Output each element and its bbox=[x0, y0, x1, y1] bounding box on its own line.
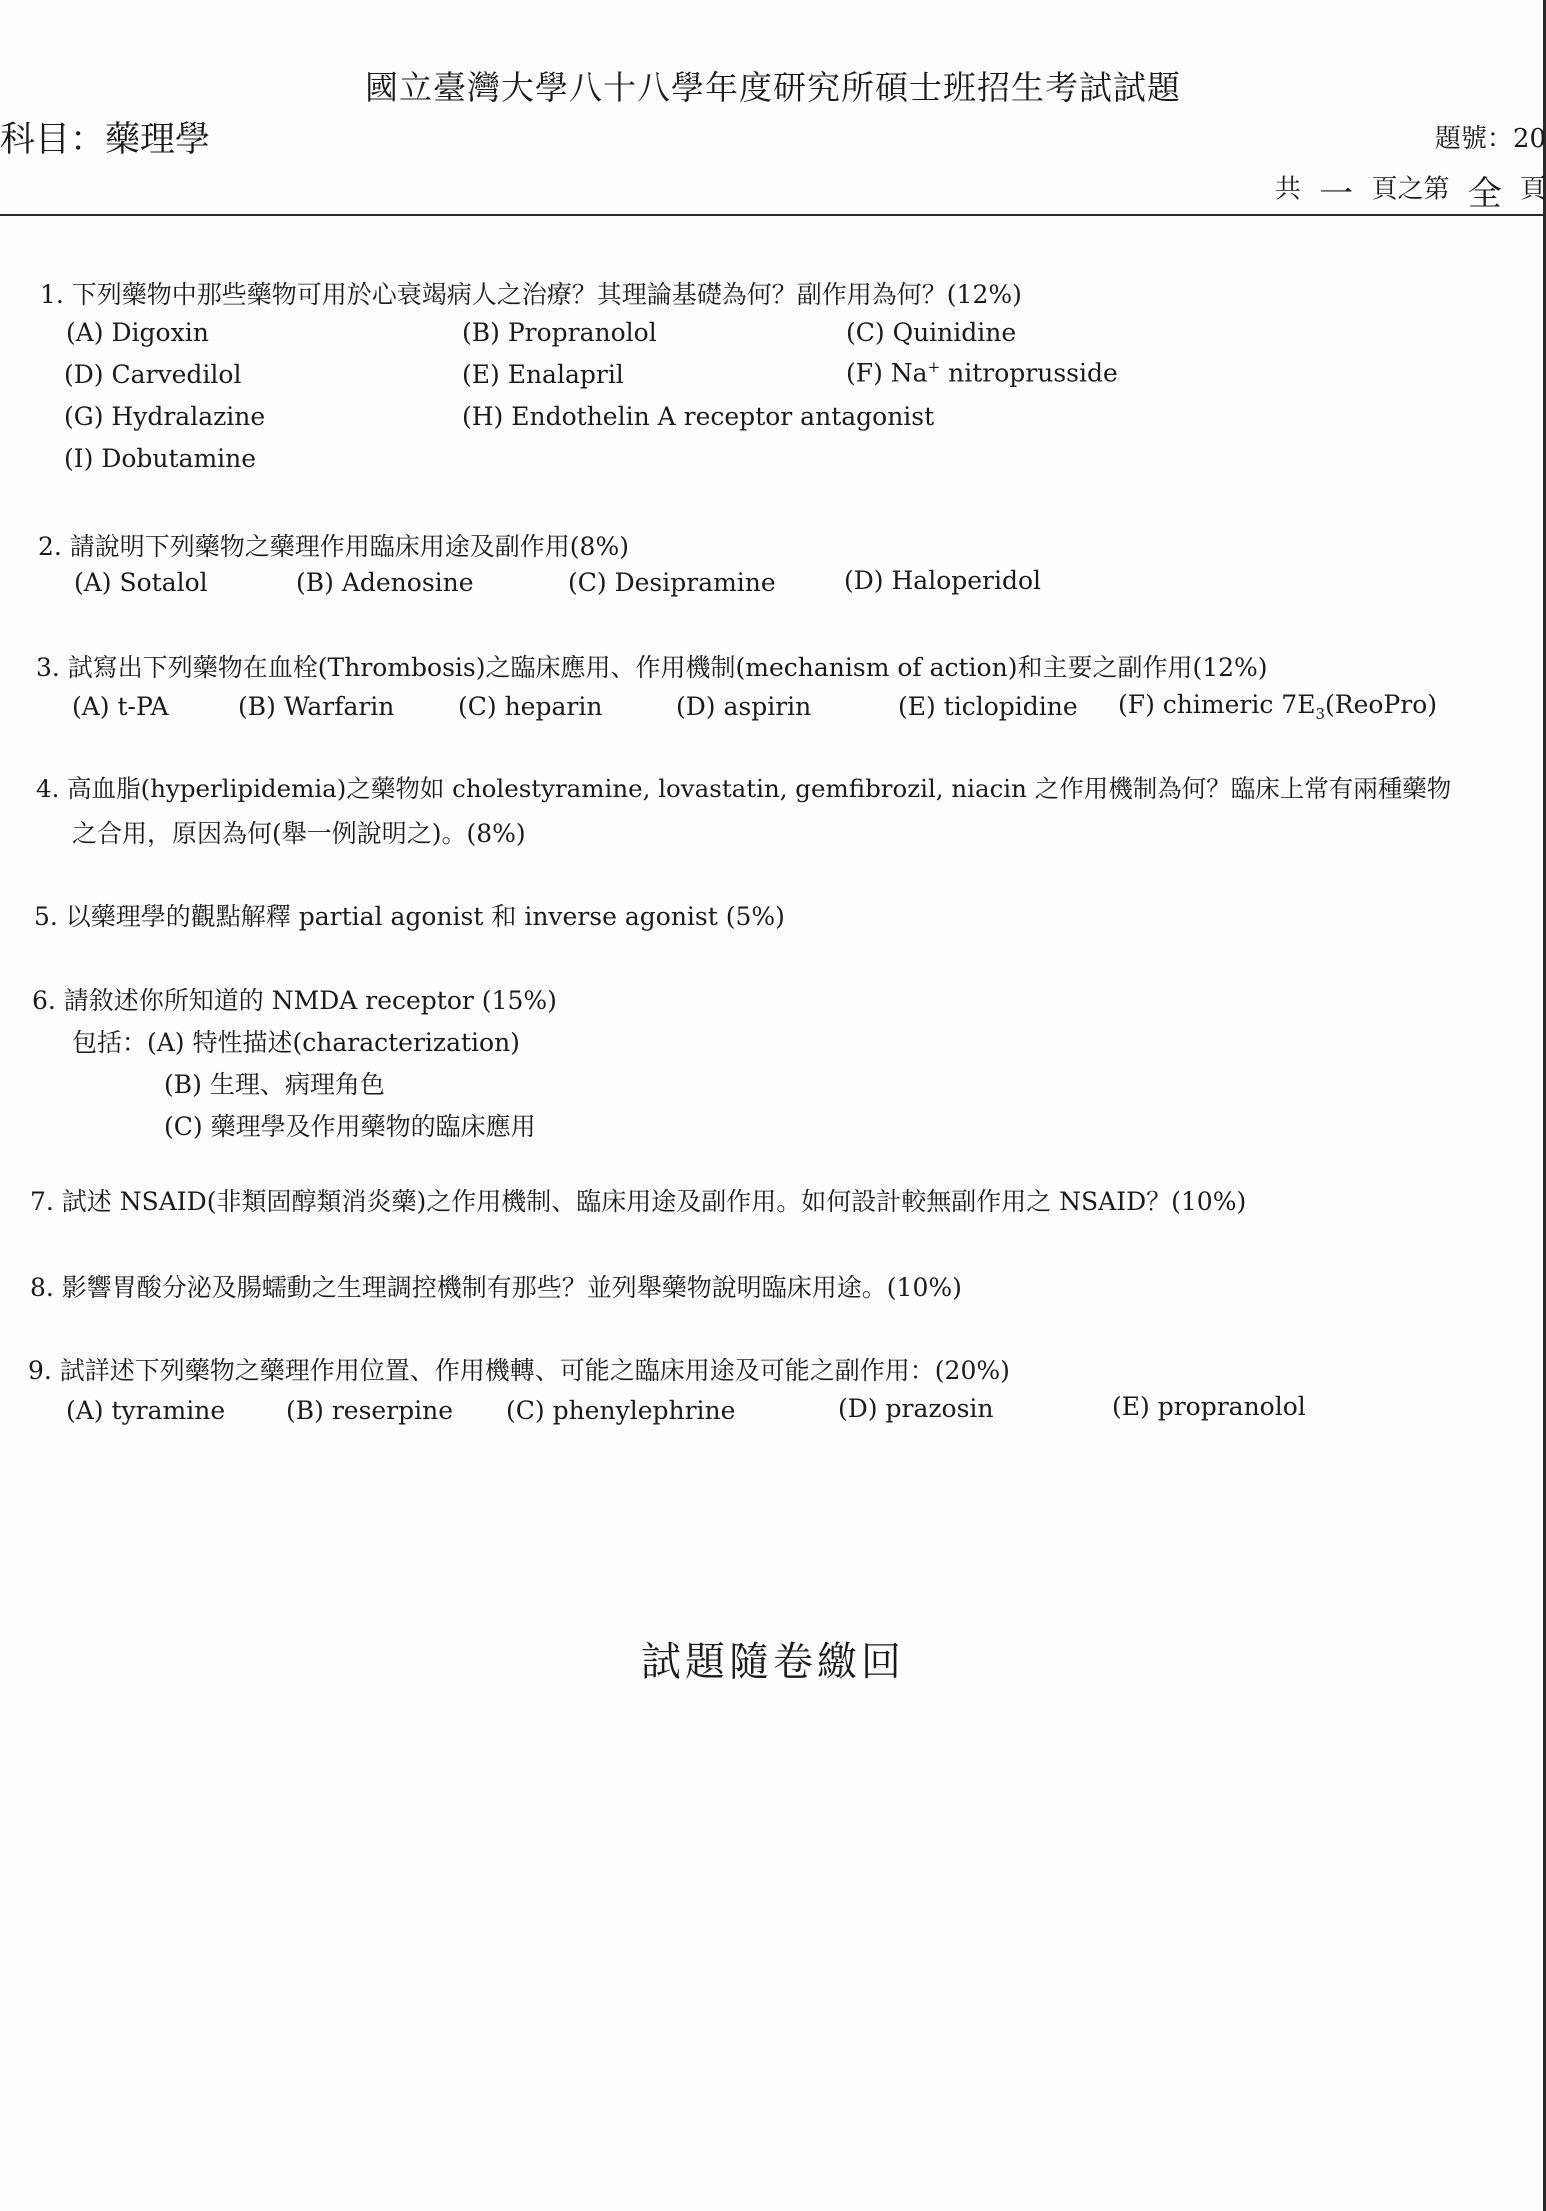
question-9: 9. 試詳述下列藥物之藥理作用位置、作用機轉、可能之臨床用途及可能之副作用：(20%) bbox=[28, 1356, 1010, 1385]
question-4-line-1: 4. 高血脂(hyperlipidemia)之藥物如 cholestyramine, lovastatin, gemfibrozil, niacin 之作用機制為何？臨床上常有兩種藥物 bbox=[36, 774, 1452, 803]
q3-option-a: (A) t-PA bbox=[72, 692, 169, 721]
q9-option-c: (C) phenylephrine bbox=[506, 1396, 736, 1425]
q1-option-i: (I) Dobutamine bbox=[64, 444, 257, 473]
q2-option-c: (C) Desipramine bbox=[568, 568, 776, 597]
pages-total: 一 bbox=[1319, 174, 1354, 214]
question-5: 5. 以藥理學的觀點解釋 partial agonist 和 inverse agonist (5%) bbox=[34, 902, 785, 931]
q3-option-b: (B) Warfarin bbox=[238, 692, 395, 721]
q1-option-h: (H) Endothelin A receptor antagonist bbox=[462, 402, 935, 431]
q3-option-f-sub: 3 bbox=[1315, 705, 1325, 723]
question-6-sub-b: (B) 生理、病理角色 bbox=[164, 1070, 385, 1099]
q3-option-c: (C) heparin bbox=[458, 692, 603, 721]
footer-return-notice: 試題隨卷繳回 bbox=[641, 1639, 905, 1685]
q9-option-e: (E) propranolol bbox=[1112, 1392, 1306, 1421]
question-6: 6. 請敘述你所知道的 NMDA receptor (15%) bbox=[32, 986, 557, 1015]
q1-option-f-sup: + bbox=[927, 358, 941, 376]
q1-option-f-label: (F) Na bbox=[846, 358, 928, 388]
question-2: 2. 請說明下列藥物之藥理作用臨床用途及副作用(8%) bbox=[38, 532, 629, 561]
q1-option-d: (D) Carvedilol bbox=[64, 360, 242, 389]
q3-option-e: (E) ticlopidine bbox=[898, 692, 1078, 721]
q9-option-a: (A) tyramine bbox=[66, 1396, 226, 1425]
pages-current: 全 bbox=[1467, 174, 1502, 214]
q2-option-a: (A) Sotalol bbox=[74, 568, 208, 597]
q3-option-f bbox=[1118, 690, 1437, 723]
pages-middle: 頁之第 bbox=[1371, 174, 1450, 205]
question-6-sub-a: 包括：(A) 特性描述(characterization) bbox=[72, 1028, 520, 1057]
q3-option-f-rest: (ReoPro) bbox=[1325, 690, 1437, 719]
question-6-sub-c: (C) 藥理學及作用藥物的臨床應用 bbox=[164, 1112, 536, 1141]
question-3: 3. 試寫出下列藥物在血栓(Thrombosis)之臨床應用、作用機制(mechanism of action)和主要之副作用(12%) bbox=[36, 653, 1268, 682]
q1-option-b: (B) Propranolol bbox=[462, 318, 657, 347]
q9-option-b: (B) reserpine bbox=[286, 1396, 454, 1425]
question-number: 題號：20 bbox=[1434, 124, 1546, 154]
q9-option-d: (D) prazosin bbox=[838, 1394, 994, 1423]
q1-option-c: (C) Quinidine bbox=[846, 318, 1017, 347]
pages-suffix: 頁 bbox=[1519, 174, 1546, 205]
question-4-line-2: 之合用，原因為何(舉一例說明之)。(8%) bbox=[72, 819, 526, 848]
q2-option-b: (B) Adenosine bbox=[296, 568, 474, 597]
q3-option-f-label: (F) chimeric 7E bbox=[1118, 690, 1316, 719]
q3-option-d: (D) aspirin bbox=[676, 692, 812, 721]
question-8: 8. 影響胃酸分泌及腸蠕動之生理調控機制有那些？並列舉藥物說明臨床用途。(10%) bbox=[30, 1273, 962, 1302]
q2-option-d: (D) Haloperidol bbox=[844, 566, 1042, 595]
q1-option-e: (E) Enalapril bbox=[462, 360, 624, 389]
q1-option-a: (A) Digoxin bbox=[66, 318, 209, 347]
q1-option-g: (G) Hydralazine bbox=[64, 402, 266, 431]
exam-title: 國立臺灣大學八十八學年度研究所碩士班招生考試試題 bbox=[365, 68, 1181, 107]
question-1: 1. 下列藥物中那些藥物可用於心衰竭病人之治療？其理論基礎為何？副作用為何？(12%) bbox=[40, 280, 1022, 309]
question-7: 7. 試述 NSAID(非類固醇類消炎藥)之作用機制、臨床用途及副作用。如何設計較無副作用之 NSAID？(10%) bbox=[30, 1187, 1247, 1216]
page-info bbox=[1275, 166, 1546, 215]
subject-label: 科目：藥理學 bbox=[0, 120, 211, 160]
q1-option-f bbox=[846, 358, 1118, 387]
header-divider bbox=[0, 214, 1543, 216]
pages-prefix: 共 bbox=[1274, 174, 1301, 205]
q1-option-f-rest: nitroprusside bbox=[940, 358, 1118, 388]
